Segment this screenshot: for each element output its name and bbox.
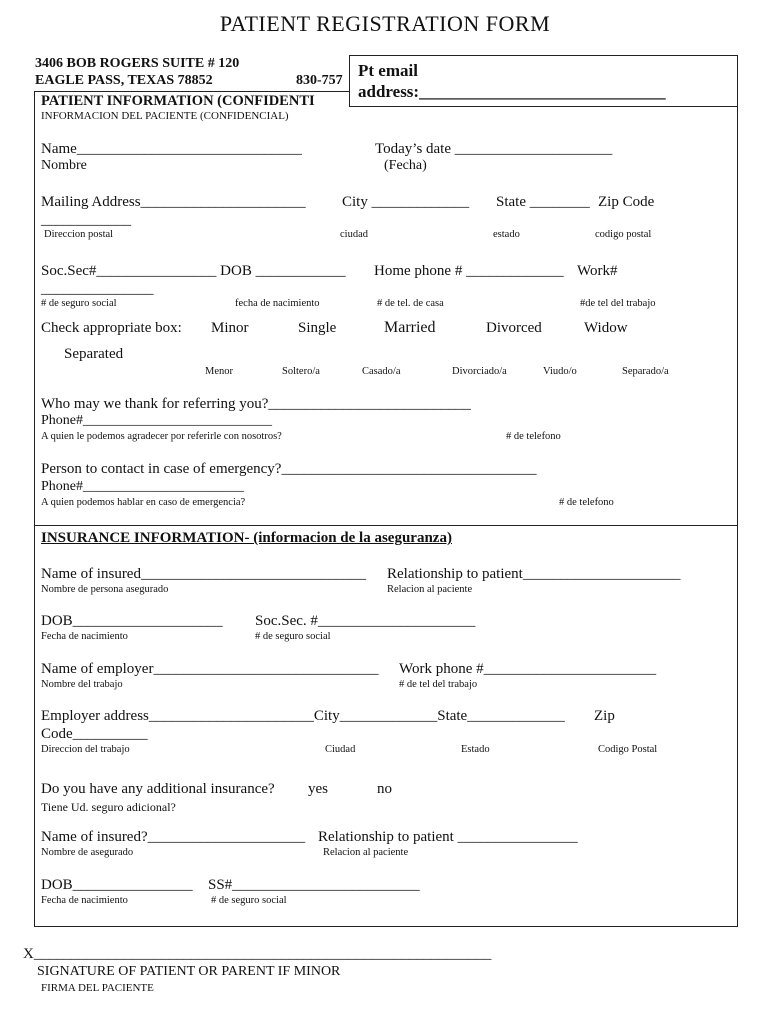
- date-label-es: (Fecha): [384, 158, 427, 173]
- signature-label-es: FIRMA DEL PACIENTE: [41, 982, 154, 994]
- todays-date-field[interactable]: Today’s date _____________________: [375, 141, 613, 157]
- zip-code-label: Zip Code: [598, 194, 655, 210]
- work-phone-field[interactable]: _______________: [41, 281, 154, 297]
- signature-label: SIGNATURE OF PATIENT OR PARENT IF MINOR: [37, 964, 341, 979]
- divorced-label-es: Divorciado/a: [452, 366, 507, 377]
- employer-city-label-es: Ciudad: [325, 744, 356, 755]
- insured-dob-field[interactable]: DOB____________________: [41, 613, 223, 629]
- second-relationship-field[interactable]: Relationship to patient ________________: [318, 829, 578, 845]
- city-field[interactable]: City _____________: [342, 194, 470, 210]
- mailing-address-field[interactable]: Mailing Address______________________: [41, 194, 306, 210]
- clinic-address-line1: 3406 BOB ROGERS SUITE # 120: [35, 56, 240, 71]
- widow-label-es: Viudo/o: [543, 366, 577, 377]
- emergency-label-es: A quien podemos hablar en caso de emergencia?: [41, 497, 246, 508]
- home-tel-label-es: # de tel. de casa: [377, 298, 444, 309]
- relationship-label-es: Relacion al paciente: [387, 584, 473, 595]
- additional-insurance-label-es: Tiene Ud. seguro adicional?: [41, 800, 176, 814]
- home-phone-field[interactable]: Home phone # _____________: [374, 263, 564, 279]
- signature-line[interactable]: X_____________________________________________________________: [23, 946, 492, 962]
- name-label-es: Nombre: [41, 158, 87, 173]
- employer-address-label-es: Direccion del trabajo: [41, 744, 130, 755]
- insured-name-field[interactable]: Name of insured______________________________: [41, 566, 366, 582]
- second-insured-label-es: Nombre de asegurado: [41, 847, 134, 858]
- email-field[interactable]: address:_____________________________: [358, 82, 666, 101]
- clinic-address-line2: EAGLE PASS, TEXAS 78852: [35, 73, 213, 88]
- zip-label-es: codigo postal: [595, 229, 652, 240]
- option-single[interactable]: Single: [298, 320, 337, 336]
- emergency-tel-label-es: # de telefono: [559, 497, 614, 508]
- employer-address-field[interactable]: Employer address______________________City_____________State_____________: [41, 708, 565, 724]
- ssn-label-es: # de seguro social: [41, 298, 117, 309]
- option-separated[interactable]: Separated: [64, 346, 124, 362]
- employer-phone-field[interactable]: Work phone #_______________________: [399, 661, 657, 677]
- employer-state-label-es: Estado: [461, 744, 490, 755]
- additional-insurance-prompt: Do you have any additional insurance?: [41, 781, 275, 797]
- separated-label-es: Separado/a: [622, 366, 669, 377]
- referral-phone-field[interactable]: Phone#___________________________: [41, 413, 272, 428]
- married-label-es: Casado/a: [362, 366, 401, 377]
- state-label-es: estado: [493, 229, 520, 240]
- employer-zip-label: Zip: [594, 708, 615, 724]
- employer-name-field[interactable]: Name of employer______________________________: [41, 661, 379, 677]
- minor-label-es: Menor: [205, 366, 233, 377]
- work-phone-label: Work#: [577, 263, 618, 279]
- zip-code-field[interactable]: ____________: [41, 212, 131, 228]
- referral-field[interactable]: Who may we thank for referring you?___________________________: [41, 396, 471, 412]
- second-dob-field[interactable]: DOB________________: [41, 877, 193, 893]
- option-no[interactable]: no: [377, 781, 392, 797]
- insurance-heading: INSURANCE INFORMATION- (informacion de la aseguranza): [41, 530, 452, 546]
- ssn-dob-field[interactable]: Soc.Sec#________________ DOB ____________: [41, 263, 346, 279]
- relationship-field[interactable]: Relationship to patient_____________________: [387, 566, 681, 582]
- option-divorced[interactable]: Divorced: [486, 320, 542, 336]
- second-insured-name-field[interactable]: Name of insured?_____________________: [41, 829, 306, 845]
- second-dob-label-es: Fecha de nacimiento: [41, 895, 128, 906]
- employer-phone-label-es: # de tel del trabajo: [399, 679, 478, 690]
- clinic-phone: 830-757: [296, 73, 343, 88]
- name-field[interactable]: Name______________________________: [41, 141, 302, 157]
- employer-zip-field[interactable]: Code__________: [41, 726, 148, 742]
- address-label-es: Direccion postal: [44, 229, 114, 240]
- second-ss-label-es: # de seguro social: [211, 895, 287, 906]
- second-ss-field[interactable]: SS#_________________________: [208, 877, 420, 893]
- city-label-es: ciudad: [340, 229, 368, 240]
- email-label: Pt email: [358, 61, 418, 80]
- patient-info-heading-es: INFORMACION DEL PACIENTE (CONFIDENCIAL): [41, 110, 289, 122]
- insured-ssn-field[interactable]: Soc.Sec. #_____________________: [255, 613, 476, 629]
- state-field[interactable]: State ________: [496, 194, 590, 210]
- second-relationship-label-es: Relacion al paciente: [323, 847, 409, 858]
- insurance-section-divider: [35, 525, 737, 526]
- emergency-contact-field[interactable]: Person to contact in case of emergency?__________________________________: [41, 461, 537, 477]
- marital-status-prompt: Check appropriate box:: [41, 320, 182, 336]
- option-married[interactable]: Married: [384, 319, 436, 336]
- referral-tel-label-es: # de telefono: [506, 431, 561, 442]
- insured-ssn-label-es: # de seguro social: [255, 631, 331, 642]
- single-label-es: Soltero/a: [282, 366, 320, 377]
- option-widow[interactable]: Widow: [584, 320, 628, 336]
- work-tel-label-es: #de tel del trabajo: [580, 298, 656, 309]
- dob-label-es: fecha de nacimiento: [235, 298, 320, 309]
- insured-dob-label-es: Fecha de nacimiento: [41, 631, 128, 642]
- employer-zip-label-es: Codigo Postal: [598, 744, 658, 755]
- insured-name-label-es: Nombre de persona asegurado: [41, 584, 169, 595]
- referral-label-es: A quien le podemos agradecer por referirle con nosotros?: [41, 431, 282, 442]
- emergency-phone-field[interactable]: Phone#_______________________: [41, 479, 244, 494]
- option-minor[interactable]: Minor: [211, 320, 249, 336]
- form-title: PATIENT REGISTRATION FORM: [219, 11, 551, 36]
- patient-info-heading: PATIENT INFORMATION (CONFIDENTI: [41, 93, 315, 109]
- option-yes[interactable]: yes: [308, 781, 328, 797]
- employer-label-es: Nombre del trabajo: [41, 679, 123, 690]
